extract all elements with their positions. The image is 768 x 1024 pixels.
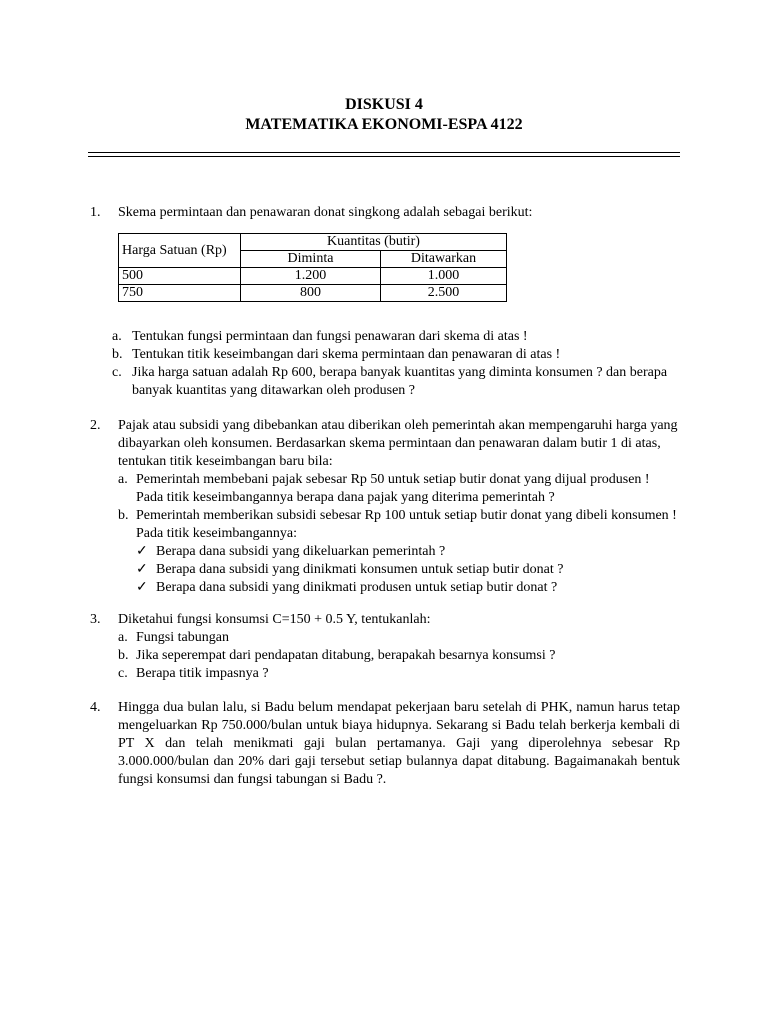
item-label: a. [112, 329, 122, 344]
list-item [112, 328, 672, 346]
header-price: Harga Satuan (Rp) [119, 234, 241, 268]
check-item [118, 543, 680, 561]
item-text: Tentukan titik keseimbangan dari skema permintaan dan penawaran di atas ! [132, 347, 561, 362]
cell-demand: 800 [241, 285, 381, 302]
demand-supply-table [118, 233, 507, 302]
title-line-1: DISKUSI 4 [345, 96, 423, 113]
question-number: 1. [90, 205, 101, 220]
header-quantity: Kuantitas (butir) [241, 234, 507, 251]
cell-supply: 2.500 [381, 285, 507, 302]
cell-price: 500 [119, 268, 241, 285]
header-supply: Ditawarkan [381, 251, 507, 268]
title-line-2: MATEMATIKA EKONOMI-ESPA 4122 [245, 116, 523, 133]
question-2 [90, 417, 680, 597]
item-label: b. [118, 648, 129, 663]
list-item [118, 665, 680, 683]
list-item [118, 471, 680, 507]
question-3 [90, 611, 680, 683]
item-label: b. [118, 508, 129, 523]
header-rule-top [88, 152, 680, 153]
table-row [119, 285, 507, 302]
question-text: Hingga dua bulan lalu, si Badu belum mendapat pekerjaan baru setelah di PHK, namun harus tetap mengeluarkan Rp 750.000/bulan untuk biaya hidupnya. Sekarang si Badu telah berkerja kembali di PT X dan telah menikmati gaji bulan pertamanya. Gaji yang diperolehnya sebesar Rp 3.000.000/bulan dan 20% dari gaji tersebut setiap bulannya dapat ditabung. Bagaimanakah bentuk fungsi konsumsi dan fungsi tabungan si Badu ?. [118, 700, 680, 787]
item-text: Tentukan fungsi permintaan dan fungsi penawaran dari skema di atas ! [132, 329, 528, 344]
table-row [119, 268, 507, 285]
check-text: Berapa dana subsidi yang dinikmati produsen untuk setiap butir donat ? [156, 580, 558, 595]
item-label: a. [118, 472, 128, 487]
item-text-cont: Pada titik keseimbangannya: [136, 526, 297, 541]
check-text: Berapa dana subsidi yang dinikmati konsumen untuk setiap butir donat ? [156, 562, 564, 577]
question-intro: Pajak atau subsidi yang dibebankan atau diberikan oleh pemerintah akan mempengaruhi harga yang dibayarkan oleh konsumen. Berdasarkan skema permintaan dan penawaran dalam butir 1 di atas, tentukan titik keseimbangan baru bila: [118, 418, 678, 469]
checkmark-icon: ✓ [136, 562, 148, 577]
question-4 [90, 699, 680, 789]
question-intro: Diketahui fungsi konsumsi C=150 + 0.5 Y, tentukanlah: [118, 612, 431, 627]
item-text: Jika harga satuan adalah Rp 600, berapa banyak kuantitas yang diminta konsumen ? dan berapa banyak kuantitas yang ditawarkan oleh produsen ? [132, 365, 668, 398]
header-rule-bottom [88, 156, 680, 157]
question-intro: Skema permintaan dan penawaran donat singkong adalah sebagai berikut: [118, 205, 533, 220]
item-text: Pemerintah membebani pajak sebesar Rp 50 untuk setiap butir donat yang dijual produsen ! [136, 472, 650, 487]
checkmark-icon: ✓ [136, 544, 148, 559]
item-label: b. [112, 347, 123, 362]
item-label: c. [118, 666, 128, 681]
check-item [118, 579, 680, 597]
question-1 [90, 204, 680, 222]
item-text-cont: Pada titik keseimbangannya berapa dana pajak yang diterima pemerintah ? [136, 490, 555, 505]
header-demand: Diminta [241, 251, 381, 268]
list-item [118, 629, 680, 647]
item-label: a. [118, 630, 128, 645]
cell-price: 750 [119, 285, 241, 302]
question-number: 3. [90, 612, 101, 627]
cell-demand: 1.200 [241, 268, 381, 285]
list-item [112, 346, 672, 364]
question-number: 2. [90, 418, 101, 433]
cell-supply: 1.000 [381, 268, 507, 285]
checkmark-icon: ✓ [136, 580, 148, 595]
item-text: Jika seperempat dari pendapatan ditabung, berapakah besarnya konsumsi ? [136, 648, 556, 663]
item-text: Pemerintah memberikan subsidi sebesar Rp 100 untuk setiap butir donat yang dibeli konsumen ! [136, 508, 677, 523]
list-item [118, 507, 680, 543]
question-number: 4. [90, 700, 101, 715]
item-label: c. [112, 365, 122, 380]
list-item [112, 364, 672, 400]
check-item [118, 561, 680, 579]
list-item [118, 647, 680, 665]
document-title [0, 95, 768, 135]
question-1-items [90, 328, 680, 400]
item-text: Berapa titik impasnya ? [136, 666, 269, 681]
check-text: Berapa dana subsidi yang dikeluarkan pemerintah ? [156, 544, 446, 559]
item-text: Fungsi tabungan [136, 630, 229, 645]
